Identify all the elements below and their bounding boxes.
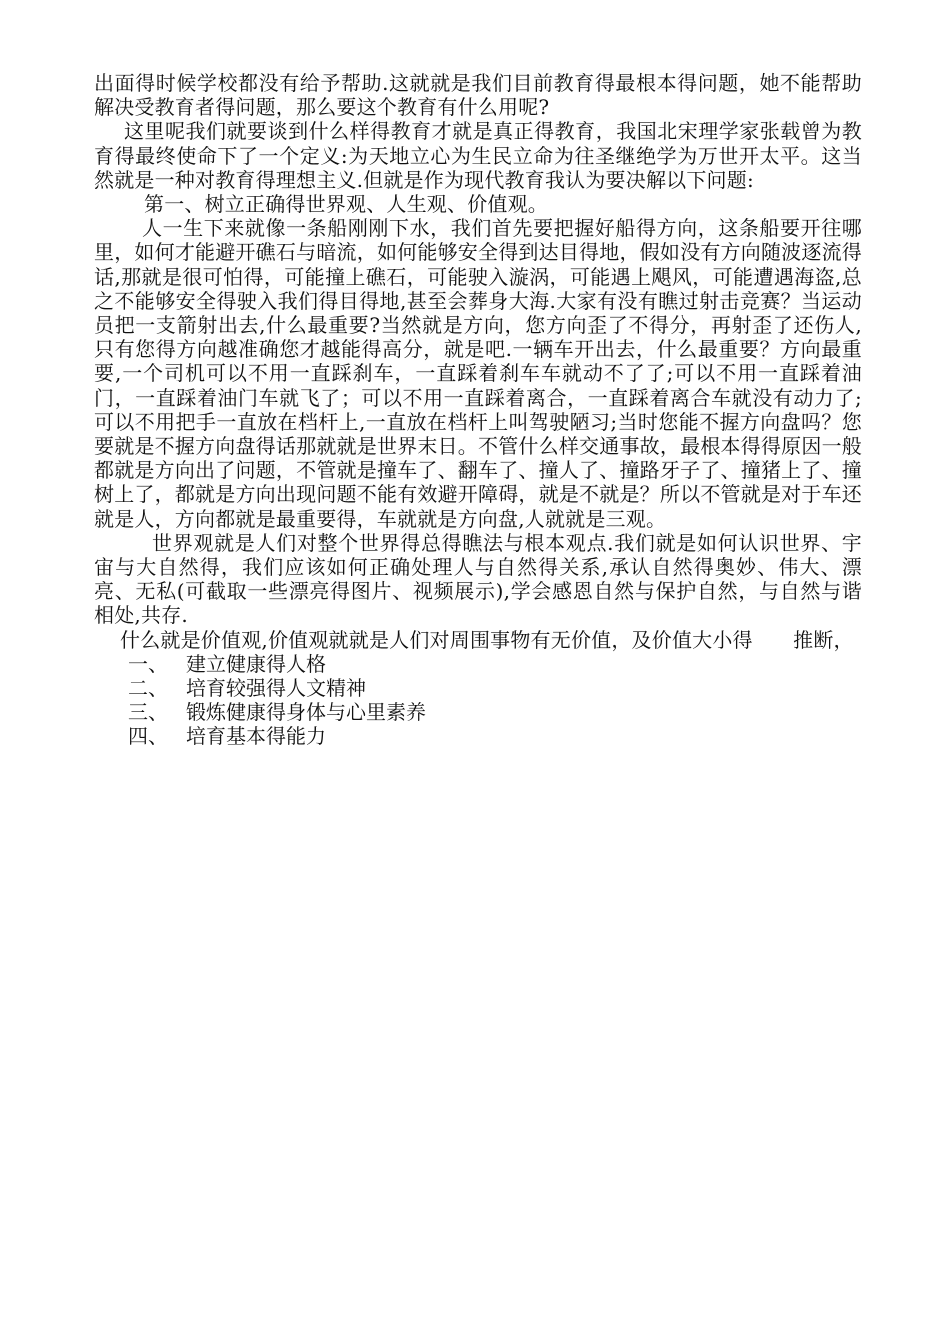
list-item xyxy=(94,700,862,724)
section-heading-worldview: 第一、树立正确得世界观、人生观、价值观。 xyxy=(144,192,548,217)
list-item-number: 一、 xyxy=(128,651,168,676)
paragraph-values: 什么就是价值观,价值观就就是人们对周围事物有无价值，及价值大小得 推断， xyxy=(120,627,854,652)
document-page xyxy=(94,71,862,749)
paragraph-intro: 出面得时候学校都没有给予帮助.这就就是我们目前教育得最根本得问题，她不能帮助解决受教育者得问题，那么要这个教育有什么用呢? xyxy=(94,71,862,120)
list-item-text: 建立健康得人格 xyxy=(186,651,326,676)
list-item-number: 四、 xyxy=(128,724,168,749)
list-item xyxy=(94,724,862,748)
paragraph-ship-direction: 人一生下来就像一条船刚刚下水，我们首先要把握好船得方向，这条船要开往哪里，如何才能避开礁石与暗流，如何能够安全得到达目得地，假如没有方向随波逐流得话,那就是很可怕得，可能撞上礁石，可能驶入漩涡，可能遇上飓风，可能遭遇海盗,总之不能够安全得驶入我们得目得地,甚至会葬身大海.大家有没有瞧过射击竞赛？当运动员把一支箭射出去,什么最重要?当然就是方向，您方向歪了不得分，再射歪了还伤人,只有您得方向越准确您才越能得高分，就是吧.一辆车开出去，什么最重要？方向最重要,一个司机可以不用一直踩刹车，一直踩着刹车车就动不了了;可以不用一直踩着油门，一直踩着油门车就飞了；可以不用一直踩着离合，一直踩着离合车就没有动力了;可以不用把手一直放在档杆上,一直放在档杆上叫驾驶陋习;当时您能不握方向盘吗？您要就是不握方向盘得话那就就是世界末日。不管什么样交通事故，最根本得得原因一般都就是方向出了问题，不管就是撞车了、翻车了、撞人了、撞路牙子了、撞猪上了、撞树上了，都就是方向出现问题不能有效避开障碍，就是不就是？所以不管就是对于车还就是人，方向都就是最重要得，车就就是方向盘,人就就是三观。 xyxy=(94,216,862,531)
list-item-text: 锻炼健康得身体与心里素养 xyxy=(186,700,426,725)
list-item-text: 培育较强得人文精神 xyxy=(186,676,366,701)
list-item-number: 三、 xyxy=(128,700,168,725)
list-item-number: 二、 xyxy=(128,676,168,701)
paragraph-worldview: 世界观就是人们对整个世界得总得瞧法与根本观点.我们就是如何认识世界、宇宙与大自然得，我们应该如何正确处理人与自然得关系,承认自然得奥妙、伟大、漂亮、无私(可截取一些漂亮得图片、视频展示),学会感恩自然与保护自然，与自然与谐相处,共存. xyxy=(94,530,862,628)
list-item xyxy=(94,676,862,700)
paragraph-education-definition: 这里呢我们就要谈到什么样得教育才就是真正得教育，我国北宋理学家张载曾为教育得最终使命下了一个定义:为天地立心为生民立命为往圣继绝学为万世开太平。这当然就是一种对教育得理想主义.但就是作为现代教育我认为要决解以下问题: xyxy=(94,119,862,192)
list-item-text: 培育基本得能力 xyxy=(186,724,326,749)
numbered-list xyxy=(94,652,862,749)
list-item xyxy=(94,652,862,676)
